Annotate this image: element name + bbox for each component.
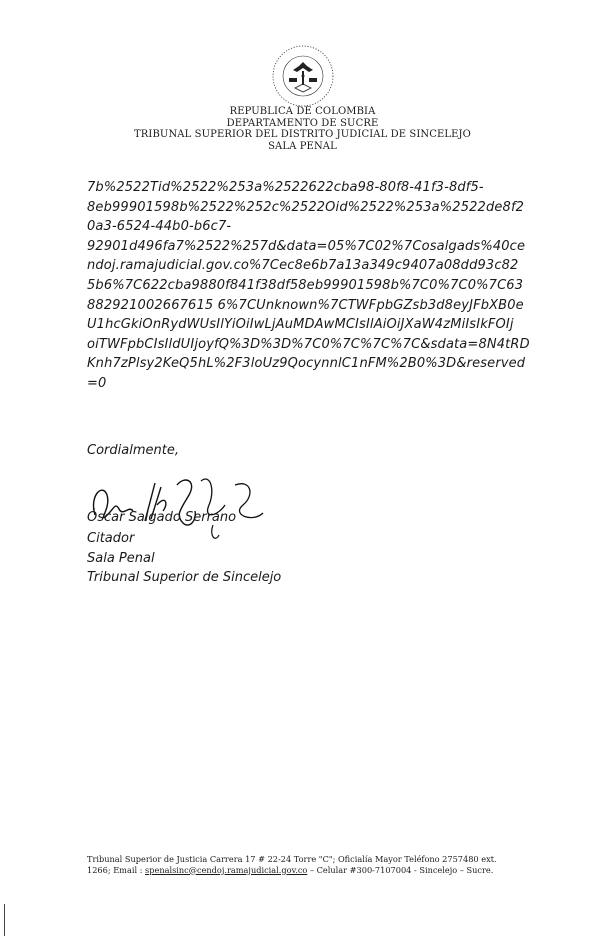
body-line: ndoj.ramajudicial.gov.co%7Cec8e6b7a13a349c9407a08dd93c82 [87,258,519,274]
footer-contact-suffix: – Celular #300-7107004 - Sincelejo – Sucre. [307,864,494,875]
body-line: 92901d496fa7%2522%257d&data=05%7C02%7Cosalgads%40ce [87,238,526,254]
signatory-name: Óscar Salgado Serrano [87,510,237,525]
document-footer [87,854,527,875]
document-header [0,106,605,152]
header-department: DEPARTAMENTO DE SUCRE [226,117,379,129]
footer-contact-prefix: 1266; Email : [87,864,146,875]
signatory-details [87,529,281,588]
footer-email-link[interactable]: spenalsinc@cendoj.ramajudicial.gov.co [145,864,308,875]
body-line: 8eb99901598b%2522%252c%2522Oid%2522%253a%2522de8f2 [87,199,525,215]
body-line: 882921002667615 6%7CUnknown%7CTWFpbGZsb3d8eyJFbXB0e [87,297,524,313]
signatory-role: Citador [87,531,135,546]
header-chamber: SALA PENAL [268,140,337,152]
header-court: TRIBUNAL SUPERIOR DEL DISTRITO JUDICIAL DE SINCELEJO [134,129,471,140]
body-line: 5b6%7C622cba9880f841f38df58eb99901598b%7C0%7C0%7C63 [87,277,524,293]
body-line: oiTWFpbCIsIldUIjoyfQ%3D%3D%7C0%7C%7C%7C&sdata=8N4tRD [87,336,530,352]
scan-edge-mark [4,904,5,936]
body-line: =0 [87,375,107,391]
footer-contact [87,865,527,876]
body-line: 0a3-6524-44b0-b6c7- [87,219,232,235]
encoded-link-text [87,178,530,394]
footer-address: Tribunal Superior de Justicia Carrera 17 # 22-24 Torre "C"; Oficialía Mayor Teléfono 2757480 ext. [87,854,497,864]
signatory-court: Tribunal Superior de Sincelejo [87,570,282,585]
body-line: U1hcGkiOnRydWUsIlYiOiIwLjAuMDAwMCIsIlAiOiJXaW4zMiIsIkFOIj [87,317,514,333]
closing-salutation: Cordialmente, [87,443,179,458]
court-seal-icon [271,44,335,108]
header-country: REPUBLICA DE COLOMBIA [229,106,376,117]
signatory-unit: Sala Penal [87,550,155,566]
body-line: 7b%2522Tid%2522%253a%2522622cba98-80f8-41f3-8df5- [87,180,484,195]
body-line: Knh7zPlsy2KeQ5hL%2F3loUz9QocynnlC1nFM%2B0%3D&reserved [87,356,526,372]
